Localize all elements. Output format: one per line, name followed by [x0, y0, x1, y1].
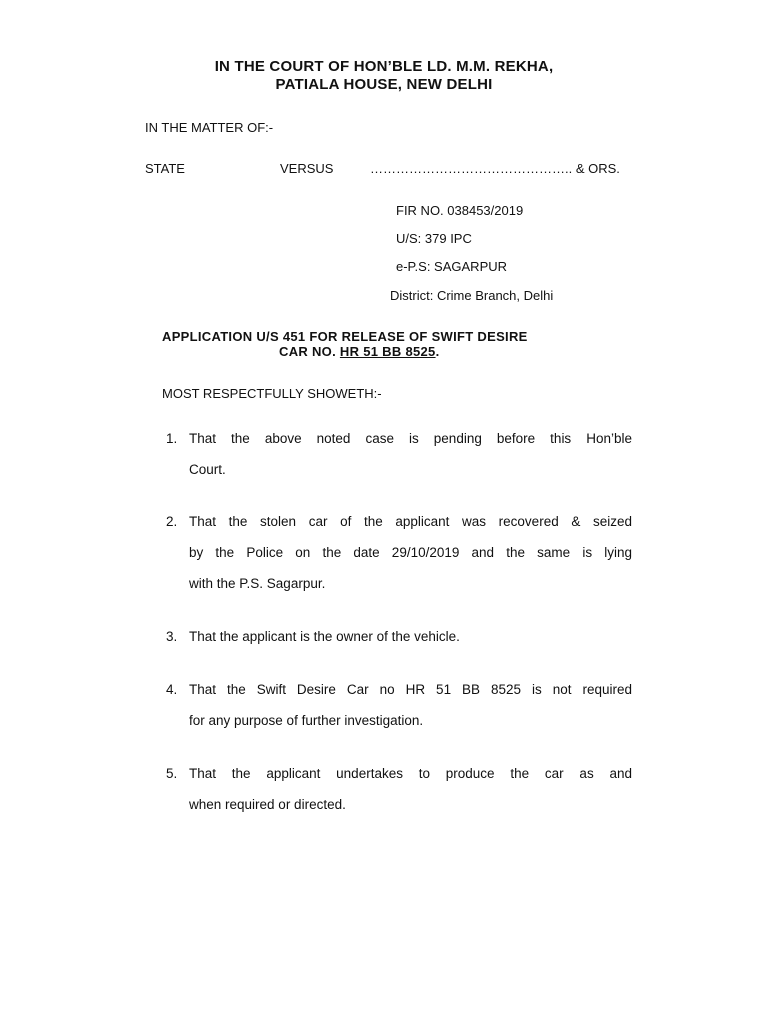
court-heading-line2: PATIALA HOUSE, NEW DELHI [275, 76, 493, 93]
matter-label: IN THE MATTER OF:- [145, 120, 274, 135]
paragraph-line: with the P.S. Sagarpur. [189, 576, 326, 591]
showeth-heading: MOST RESPECTFULLY SHOWETH:- [162, 386, 382, 401]
paragraph-line: Court. [189, 462, 226, 477]
car-number: HR 51 BB 8525 [339, 344, 436, 359]
paragraph-line: That the applicant is the owner of the vehicle. [189, 629, 460, 644]
paragraph-number: 1. [166, 431, 178, 446]
paragraph-number: 4. [166, 682, 178, 697]
paragraph-number: 2. [166, 514, 178, 529]
district: District: Crime Branch, Delhi [390, 288, 554, 303]
paragraph-line: That the Swift Desire Car no HR 51 BB 8525 is not required [189, 682, 632, 697]
paragraph-line: when required or directed. [189, 797, 346, 812]
car-no-suffix: . [435, 344, 440, 359]
paragraph-line: for any purpose of further investigation. [189, 713, 424, 728]
paragraph-line: That the applicant undertakes to produce the car as and [189, 766, 632, 781]
paragraph-number: 5. [166, 766, 178, 781]
party-state: STATE [145, 161, 185, 176]
fir-number: FIR NO. 038453/2019 [396, 203, 524, 218]
paragraph-line: That the above noted case is pending before this Hon’ble [189, 431, 632, 446]
section-ipc: U/S: 379 IPC [396, 231, 472, 246]
application-title-line1: APPLICATION U/S 451 FOR RELEASE OF SWIFT DESIRE [162, 329, 528, 344]
party-respondents: ……………………………………….. & ORS. [370, 161, 620, 176]
paragraph-line: That the stolen car of the applicant was recovered & seized [189, 514, 632, 529]
paragraph-number: 3. [166, 629, 178, 644]
police-station: e-P.S: SAGARPUR [396, 259, 508, 274]
car-no-prefix: CAR NO. [279, 344, 340, 359]
versus-label: VERSUS [280, 161, 334, 176]
court-heading-line1: IN THE COURT OF HON’BLE LD. M.M. REKHA, [214, 58, 554, 75]
application-title-line2 [279, 344, 440, 359]
paragraph-line: by the Police on the date 29/10/2019 and the same is lying [189, 545, 632, 560]
